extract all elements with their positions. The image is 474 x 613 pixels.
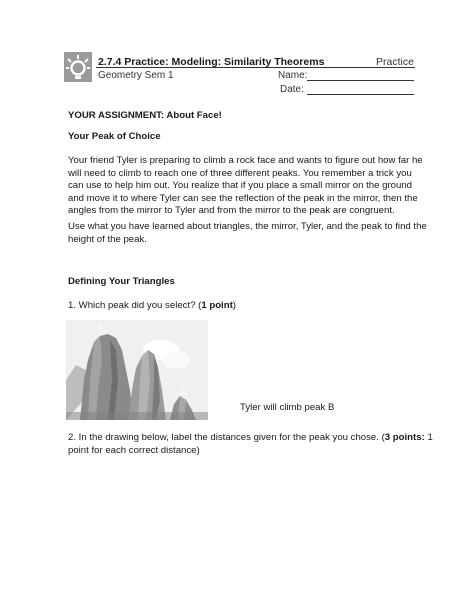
- paragraph-line: and move it to where Tyler can see the reflection of the peak in the mirror, then the: [68, 192, 418, 204]
- peak-label-b: B: [156, 339, 164, 351]
- task-paragraph: [68, 221, 428, 246]
- question-2-line-1: [68, 432, 433, 445]
- paragraph-line: angles from the mirror to Tyler and from the mirror to the peak are congruent.: [68, 205, 395, 217]
- question-2: [68, 432, 433, 457]
- question-1-text: 1. Which peak did you select? (: [68, 300, 202, 311]
- assignment-heading: YOUR ASSIGNMENT: About Face!: [68, 110, 222, 121]
- question-2-points: 3 points:: [384, 432, 425, 443]
- worksheet-title: 2.7.4 Practice: Modeling: Similarity Theorems: [98, 56, 325, 68]
- peaks-photo: [66, 320, 208, 420]
- question-2-tail: 1: [424, 432, 433, 443]
- date-label: Date:: [280, 84, 304, 95]
- question-1-points: 1 point: [201, 300, 233, 311]
- name-label: Name:: [278, 70, 308, 81]
- course-name: Geometry Sem 1: [98, 70, 174, 81]
- doc-type-label: Practice: [376, 56, 414, 68]
- paragraph-line: can use to help him out. You realize that if you place a small mirror on the ground: [68, 180, 412, 192]
- question-2-text: 2. In the drawing below, label the distances given for the peak you chose. (: [68, 432, 385, 443]
- section-heading-peak: Your Peak of Choice: [68, 131, 161, 142]
- date-field[interactable]: [307, 94, 414, 95]
- question-1-close: ): [232, 300, 236, 311]
- paragraph-line: height of the peak.: [68, 233, 147, 245]
- paragraph-line: will need to climb to reach one of three different peaks. You remember a trick you: [68, 167, 412, 179]
- name-field[interactable]: [307, 80, 414, 81]
- intro-paragraph: [68, 155, 428, 218]
- section-heading-triangles: Defining Your Triangles: [68, 276, 175, 287]
- question-2-line-2: point for each correct distance): [68, 444, 200, 456]
- paragraph-line: Use what you have learned about triangles, the mirror, Tyler, and the peak to find the: [68, 221, 427, 232]
- paragraph-line: Your friend Tyler is preparing to climb a rock face and wants to figure out how far he: [68, 155, 423, 166]
- lightbulb-icon: [64, 52, 92, 82]
- peak-label-c: C: [99, 323, 107, 335]
- peak-label-a: A: [180, 387, 188, 399]
- question-1: [68, 300, 236, 313]
- header-rule: [96, 67, 415, 68]
- answer-text: Tyler will climb peak B: [240, 402, 335, 413]
